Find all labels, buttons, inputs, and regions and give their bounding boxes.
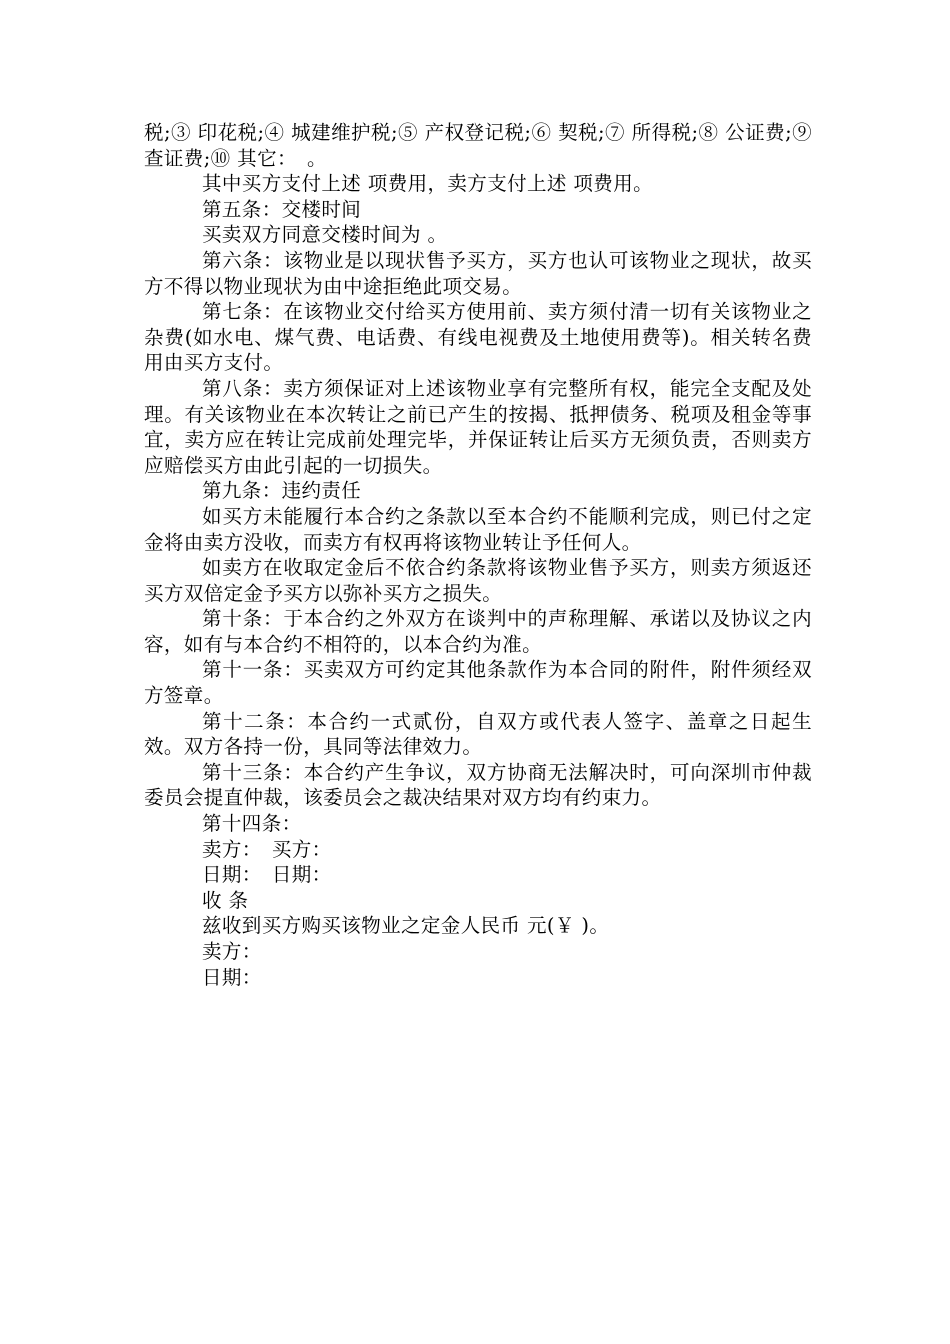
paragraph-buyer-breach: 如买方未能履行本合约之条款以至本合约不能顺利完成，则已付之定金将由卖方没收，而卖方有权再将该物业转让予任何人。 (144, 504, 812, 554)
signature-dates: 日期： 日期： (202, 863, 332, 887)
paragraph-article-8: 第八条：卖方须保证对上述该物业享有完整所有权，能完全支配及处理。有关该物业在本次转让之前已产生的按揭、抵押债务、税项及租金等事宜，卖方应在转让完成前处理完毕，并保证转让后买方无须负责，否则卖方应赔偿买方由此引起的一切损失。 (144, 376, 812, 477)
paragraph-article-10: 第十条：于本合约之外双方在谈判中的声称理解、承诺以及协议之内容，如有与本合约不相符的，以本合约为准。 (144, 607, 812, 656)
heading-article-9: 第九条：违约责任 (202, 479, 362, 503)
paragraph-tax-list: 税;③ 印花税;④ 城建维护税;⑤ 产权登记税;⑥ 契税;⑦ 所得税;⑧ 公证费;⑨ 查证费;⑩ 其它： 。 (144, 121, 819, 170)
paragraph-article-13: 第十三条：本合约产生争议，双方协商无法解决时，可向深圳市仲裁委员会提直仲裁，该委员会之裁决结果对双方均有约束力。 (144, 760, 812, 810)
paragraph-article-7: 第七条：在该物业交付给买方使用前、卖方须付清一切有关该物业之杂费(如水电、煤气费、电话费、有线电视费及土地使用费等)。相关转名费用由买方支付。 (144, 300, 812, 375)
paragraph-article-11: 第十一条：买卖双方可约定其他条款作为本合同的附件，附件须经双方签章。 (144, 658, 812, 708)
heading-article-5: 第五条：交楼时间 (202, 197, 362, 221)
receipt-title: 收 条 (202, 888, 249, 912)
paragraph-article-12: 第十二条：本合约一式贰份，自双方或代表人签字、盖章之日起生效。双方各持一份，具同等法律效力。 (144, 709, 812, 759)
paragraph-seller-breach: 如卖方在收取定金后不依合约条款将该物业售予买方，则卖方须返还买方双倍定金予买方以弥补买方之损失。 (144, 556, 812, 605)
receipt-body: 兹收到买方购买该物业之定金人民币 元(￥ )。 (202, 914, 610, 938)
paragraph-article-6: 第六条：该物业是以现状售予买方，买方也认可该物业之现状，故买方不得以物业现状为由中途拒绝此项交易。 (144, 248, 812, 298)
paragraph-fee-split: 其中买方支付上述 项费用，卖方支付上述 项费用。 (202, 172, 653, 196)
heading-article-14: 第十四条： (202, 812, 302, 836)
receipt-date: 日期： (202, 965, 262, 989)
paragraph-handover-date: 买卖双方同意交楼时间为 。 (202, 223, 448, 247)
signature-parties: 卖方： 买方： (202, 837, 332, 861)
document-page (144, 120, 819, 990)
receipt-seller: 卖方： (202, 940, 262, 963)
